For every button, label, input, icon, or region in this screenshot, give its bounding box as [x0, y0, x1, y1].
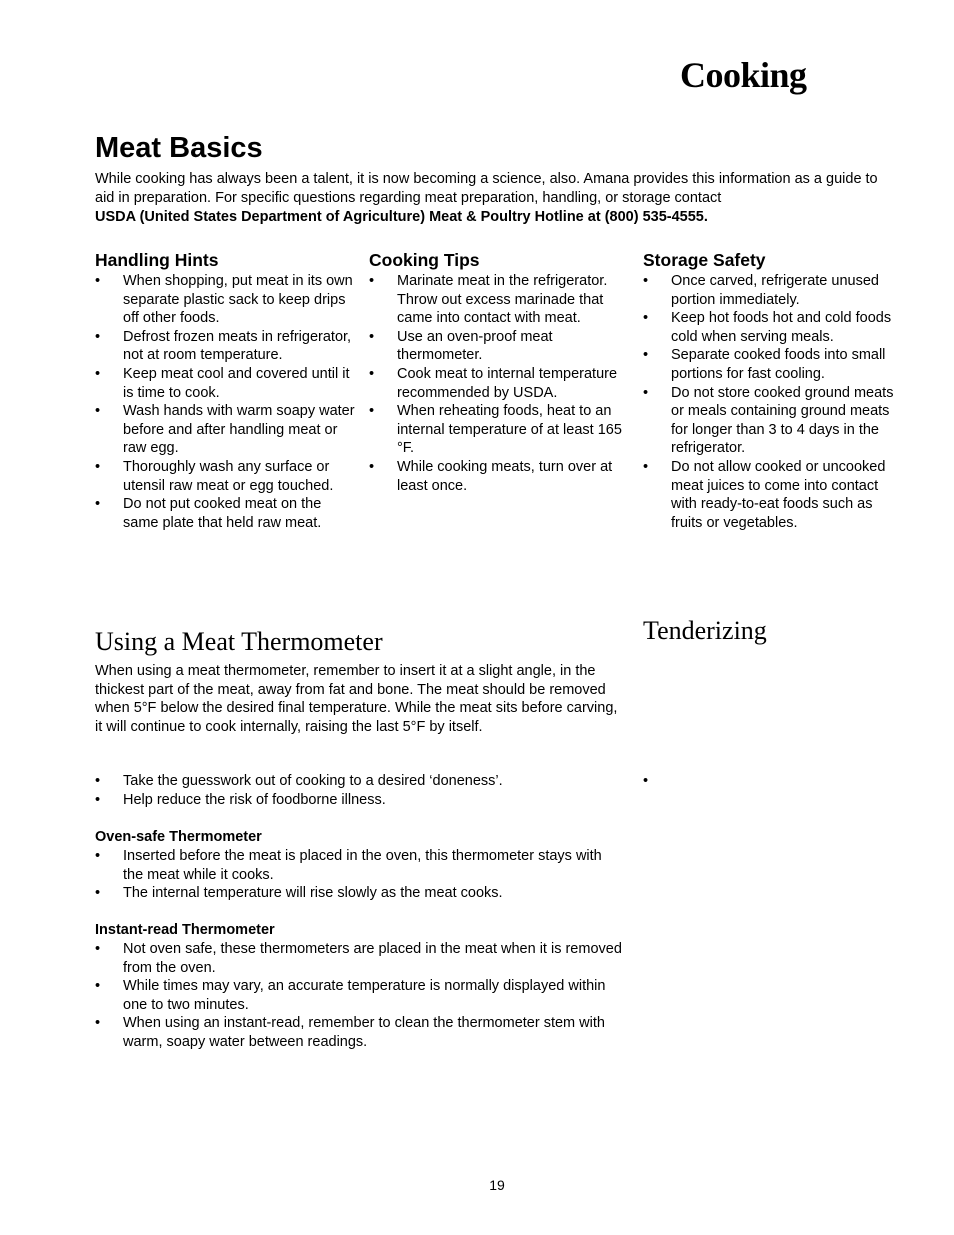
list-item: • While cooking meats, turn over at least once. [369, 458, 613, 494]
bullet: • [95, 496, 101, 513]
bullet: • [369, 273, 375, 289]
bullet: • [95, 328, 101, 345]
section-title: Cooking [680, 55, 807, 95]
instant-read-list [95, 940, 625, 1052]
list-item: • Separate cooked foods into small portions for fast cooling. [643, 347, 886, 382]
meat-basics-intro [95, 170, 895, 227]
tenderizing-bullet: • [643, 773, 649, 789]
list-item: • When reheating foods, heat to an internal temperature of at least 165 °F. [369, 403, 622, 457]
list-item: • Keep hot foods hot and cold foods cold when serving meals. [643, 310, 892, 345]
bullet: • [95, 273, 101, 289]
bullet: • [643, 273, 649, 289]
bullet: • [369, 403, 375, 420]
usda-hotline: USDA (United States Department of Agriculture) Meat & Poultry Hotline at (800) 535-4555. [95, 209, 708, 225]
bullet: • [643, 310, 649, 327]
cooking-tips-column [369, 250, 625, 495]
thermometer-heading: Using a Meat Thermometer [95, 627, 383, 656]
list-item: • Keep meat cool and covered until it is time to cook. [95, 365, 350, 401]
bullet: • [95, 365, 101, 382]
list-item: • Cook meat to internal temperature recommended by USDA. [369, 365, 618, 401]
bullet: • [95, 848, 101, 864]
list-item: • Once carved, refrigerate unused portion immediately. [643, 273, 879, 308]
cooking-tips-list [369, 272, 625, 495]
storage-safety-list [643, 272, 899, 532]
cooking-tips-heading: Cooking Tips [369, 250, 480, 270]
oven-safe-list [95, 847, 625, 903]
bullet: • [95, 941, 101, 957]
intro-text: While cooking has always been a talent, it is now becoming a science, also. Amana provides this information as a guide to aid in preparation. For specific questions regarding meat preparation, handling, or storage contact [95, 171, 878, 206]
bullet: • [95, 773, 101, 789]
bullet: • [643, 347, 649, 364]
list-item: • Marinate meat in the refrigerator. Throw out excess marinade that came into contact with meat. [369, 273, 608, 327]
bullet: • [95, 1015, 101, 1032]
list-item: • Do not store cooked ground meats or meals containing ground meats for longer than 3 to 4 days in the refrigerator. [643, 384, 894, 457]
bullet: • [95, 978, 101, 995]
bullet: • [643, 384, 649, 401]
handling-hints-list [95, 272, 357, 532]
bullet: • [643, 458, 649, 475]
list-item: • Do not put cooked meat on the same plate that held raw meat. [95, 496, 322, 531]
list-item: • Defrost frozen meats in refrigerator, not at room temperature. [95, 328, 352, 364]
thermometer-intro: When using a meat thermometer, remember to insert it at a slight angle, in the thickest part of the meat, away from fat and bone. The meat should be removed when 5°F below the desired final temperature. While the meat sits before carving, it will continue to cook internally, raising the last 5°F by itself. [95, 663, 618, 735]
bullet: • [95, 458, 101, 475]
list-item: • Inserted before the meat is placed in the oven, this thermometer stays with the meat while it cooks. [95, 848, 602, 883]
bullet: • [369, 365, 375, 382]
list-item: • When shopping, put meat in its own separate plastic sack to keep drips off other foods. [95, 273, 353, 327]
list-item: • Take the guesswork out of cooking to a desired ‘doneness’. [95, 773, 503, 789]
list-item: • Wash hands with warm soapy water before and after handling meat or raw egg. [95, 403, 355, 457]
meat-basics-heading: Meat Basics [95, 132, 263, 164]
bullet: • [369, 328, 375, 345]
bullet: • [95, 885, 101, 902]
list-item: • Not oven safe, these thermometers are placed in the meat when it is removed from the oven. [95, 941, 622, 976]
storage-safety-heading: Storage Safety [643, 250, 766, 270]
tenderizing-heading: Tenderizing [643, 616, 767, 645]
bullet: • [95, 403, 101, 420]
instant-read-heading: Instant-read Thermometer [95, 922, 275, 938]
list-item: • When using an instant-read, remember to clean the thermometer stem with warm, soapy water between readings. [95, 1015, 605, 1050]
bullet: • [369, 458, 375, 475]
list-item: • The internal temperature will rise slowly as the meat cooks. [95, 885, 503, 902]
oven-safe-heading: Oven-safe Thermometer [95, 829, 262, 845]
list-item: • Do not allow cooked or uncooked meat juices to come into contact with ready-to-eat foods such as fruits or vegetables. [643, 458, 886, 531]
list-item: • Use an oven-proof meat thermometer. [369, 328, 553, 364]
list-item: • While times may vary, an accurate temperature is normally displayed within one to two minutes. [95, 978, 606, 1013]
page-number: 19 [489, 1177, 505, 1193]
list-item: • Help reduce the risk of foodborne illness. [95, 791, 386, 808]
thermometer-benefits-list [95, 772, 625, 809]
handling-hints-column [95, 250, 357, 532]
storage-safety-column [643, 250, 899, 532]
list-item: • Thoroughly wash any surface or utensil raw meat or egg touched. [95, 458, 334, 494]
handling-hints-heading: Handling Hints [95, 250, 219, 270]
bullet: • [95, 791, 101, 808]
